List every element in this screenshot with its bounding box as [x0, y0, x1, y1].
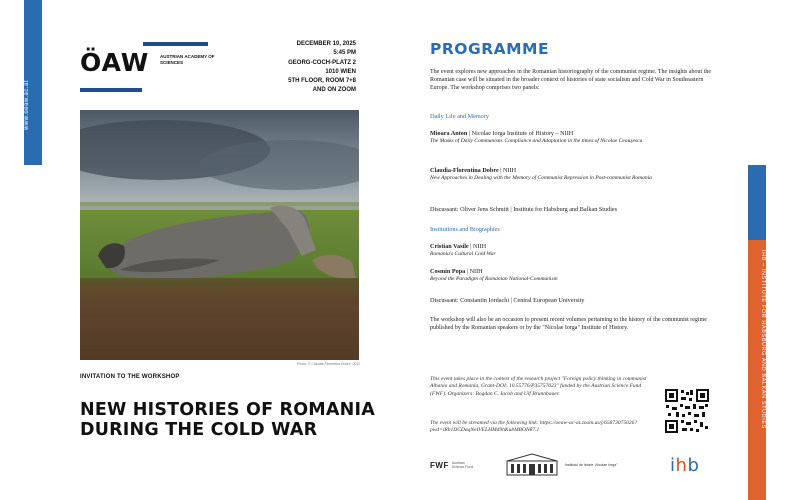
speaker-name: Claudia-Florentina Dobre [430, 167, 499, 174]
event-info [256, 40, 356, 96]
event-city: 1010 WIEN [325, 68, 356, 75]
panel-2-title: Institutions and Biographies [430, 226, 500, 233]
website-url[interactable]: www.oeaw.ac.at [24, 79, 30, 131]
ihb-vertical-label: IHB – INSTITUTE FOR HABSBURG AND BALKAN STUDIES [760, 250, 766, 429]
panel-1-speaker-2 [430, 167, 720, 182]
oeaw-logo [80, 42, 215, 92]
logo-subtitle: AUSTRIAN ACADEMY OF SCIENCES [160, 54, 215, 65]
panel-1-speaker-1 [430, 130, 720, 145]
right-accent-bar-blue [748, 165, 766, 240]
photo-caption: Photo: © Claudia-Florentina Dobre, 2011 [296, 362, 360, 366]
logo-bar-bottom [80, 88, 142, 92]
logo-bar-top [143, 42, 208, 46]
event-online: AND ON ZOOM [312, 87, 356, 94]
event-place: GEORG-COCH-PLATZ 2 [288, 59, 356, 66]
fwf-subtitle: Austrian Science Fund [451, 461, 474, 469]
talk-title: Beyond the Paradigm of Romanian National-Communism [430, 276, 558, 282]
programme-intro: The event explores new approaches in the Romanian historiography of the communist regime. The insights about the Romanian case will be situated in the broader context of histories of state socialism and Cold War in Southeastern Europe. The workshop comprises two panels: [430, 69, 711, 91]
speaker-affiliation: | NIIH [468, 243, 487, 250]
qr-code[interactable] [664, 388, 710, 434]
title-line-2: DURING THE COLD WAR [80, 420, 318, 440]
programme-heading: PROGRAMME [430, 40, 550, 58]
programme-closing: The workshop will also be an occasion to present recent volumes pertaining to the history of the communist regime published by the Romanian speakers or by the "Nicolae Iorga" Institute of History. [430, 317, 707, 331]
panel-2-discussant: Discussant: Constantin Iordachi | Central European University [430, 297, 585, 304]
iorga-institute-label: Institutul de Istorie „Nicolae Iorga" [565, 463, 618, 467]
event-room: 5TH FLOOR, ROOM 7+8 [288, 78, 356, 85]
funding-note: This event takes place in the context of the research project "Foreign policy thinking in communist Albania and Romania, Grant-DOI: 10.55776/P35757023" funded by the Austrian Science Fund (FWF). Organizers: Bogdan C. Iacob and Ulf Brunnbauer. [430, 376, 647, 397]
invitation-label: INVITATION TO THE WORKSHOP [80, 374, 180, 380]
title-line-1: NEW HISTORIES OF ROMANIA [80, 400, 375, 420]
fwf-wordmark: FWF [430, 460, 449, 470]
talk-title: The Masks of Daily Communism. Compliance and Adaptation in the times of Nicolae Ceaușescu [430, 138, 643, 144]
left-accent-bar [24, 0, 42, 165]
logo-wordmark: ÖAW [80, 48, 150, 77]
event-title [80, 400, 380, 440]
speaker-affiliation: | Nicolae Iorga Institute of History – NIIH [467, 130, 574, 137]
speaker-name: Cristian Vasile [430, 243, 469, 250]
fwf-logo [430, 452, 474, 478]
speaker-name: Cosmin Popa [430, 268, 466, 275]
ihb-letter-h: h [675, 454, 688, 476]
panel-2-speaker-1 [430, 243, 720, 258]
talk-title: Romania's Cultural Cold War [430, 251, 496, 257]
event-time: 5:45 PM [333, 50, 356, 57]
panel-1-discussant: Discussant: Oliver Jens Schmitt | Institute for Habsburg and Balkan Studies [430, 206, 618, 213]
ihb-letter-i: i [670, 454, 676, 476]
ihb-logo [670, 452, 699, 478]
talk-title: New Approaches in Dealing with the Memory of Communist Repression in Post-communist Romania [430, 175, 652, 181]
speaker-affiliation: | NIIH [465, 268, 483, 275]
panel-2-speaker-2 [430, 268, 720, 283]
institute-building-logo [505, 452, 559, 478]
speaker-name: Mioara Anton [430, 130, 468, 137]
panel-1-title: Daily Life and Memory [430, 113, 489, 120]
speaker-affiliation: | NIIH [498, 167, 517, 174]
stream-link-note[interactable]: The event will be streamed via the following link: https://oeaw-ac-at.zoom.us/j/65873075026?pwd=iRb1DCDaqNeIVELHMd9hKubMBON87.1 [430, 420, 638, 434]
event-date: DECEMBER 10, 2025 [296, 41, 356, 47]
monument-photo [80, 110, 359, 360]
ihb-letter-b: b [687, 454, 700, 476]
